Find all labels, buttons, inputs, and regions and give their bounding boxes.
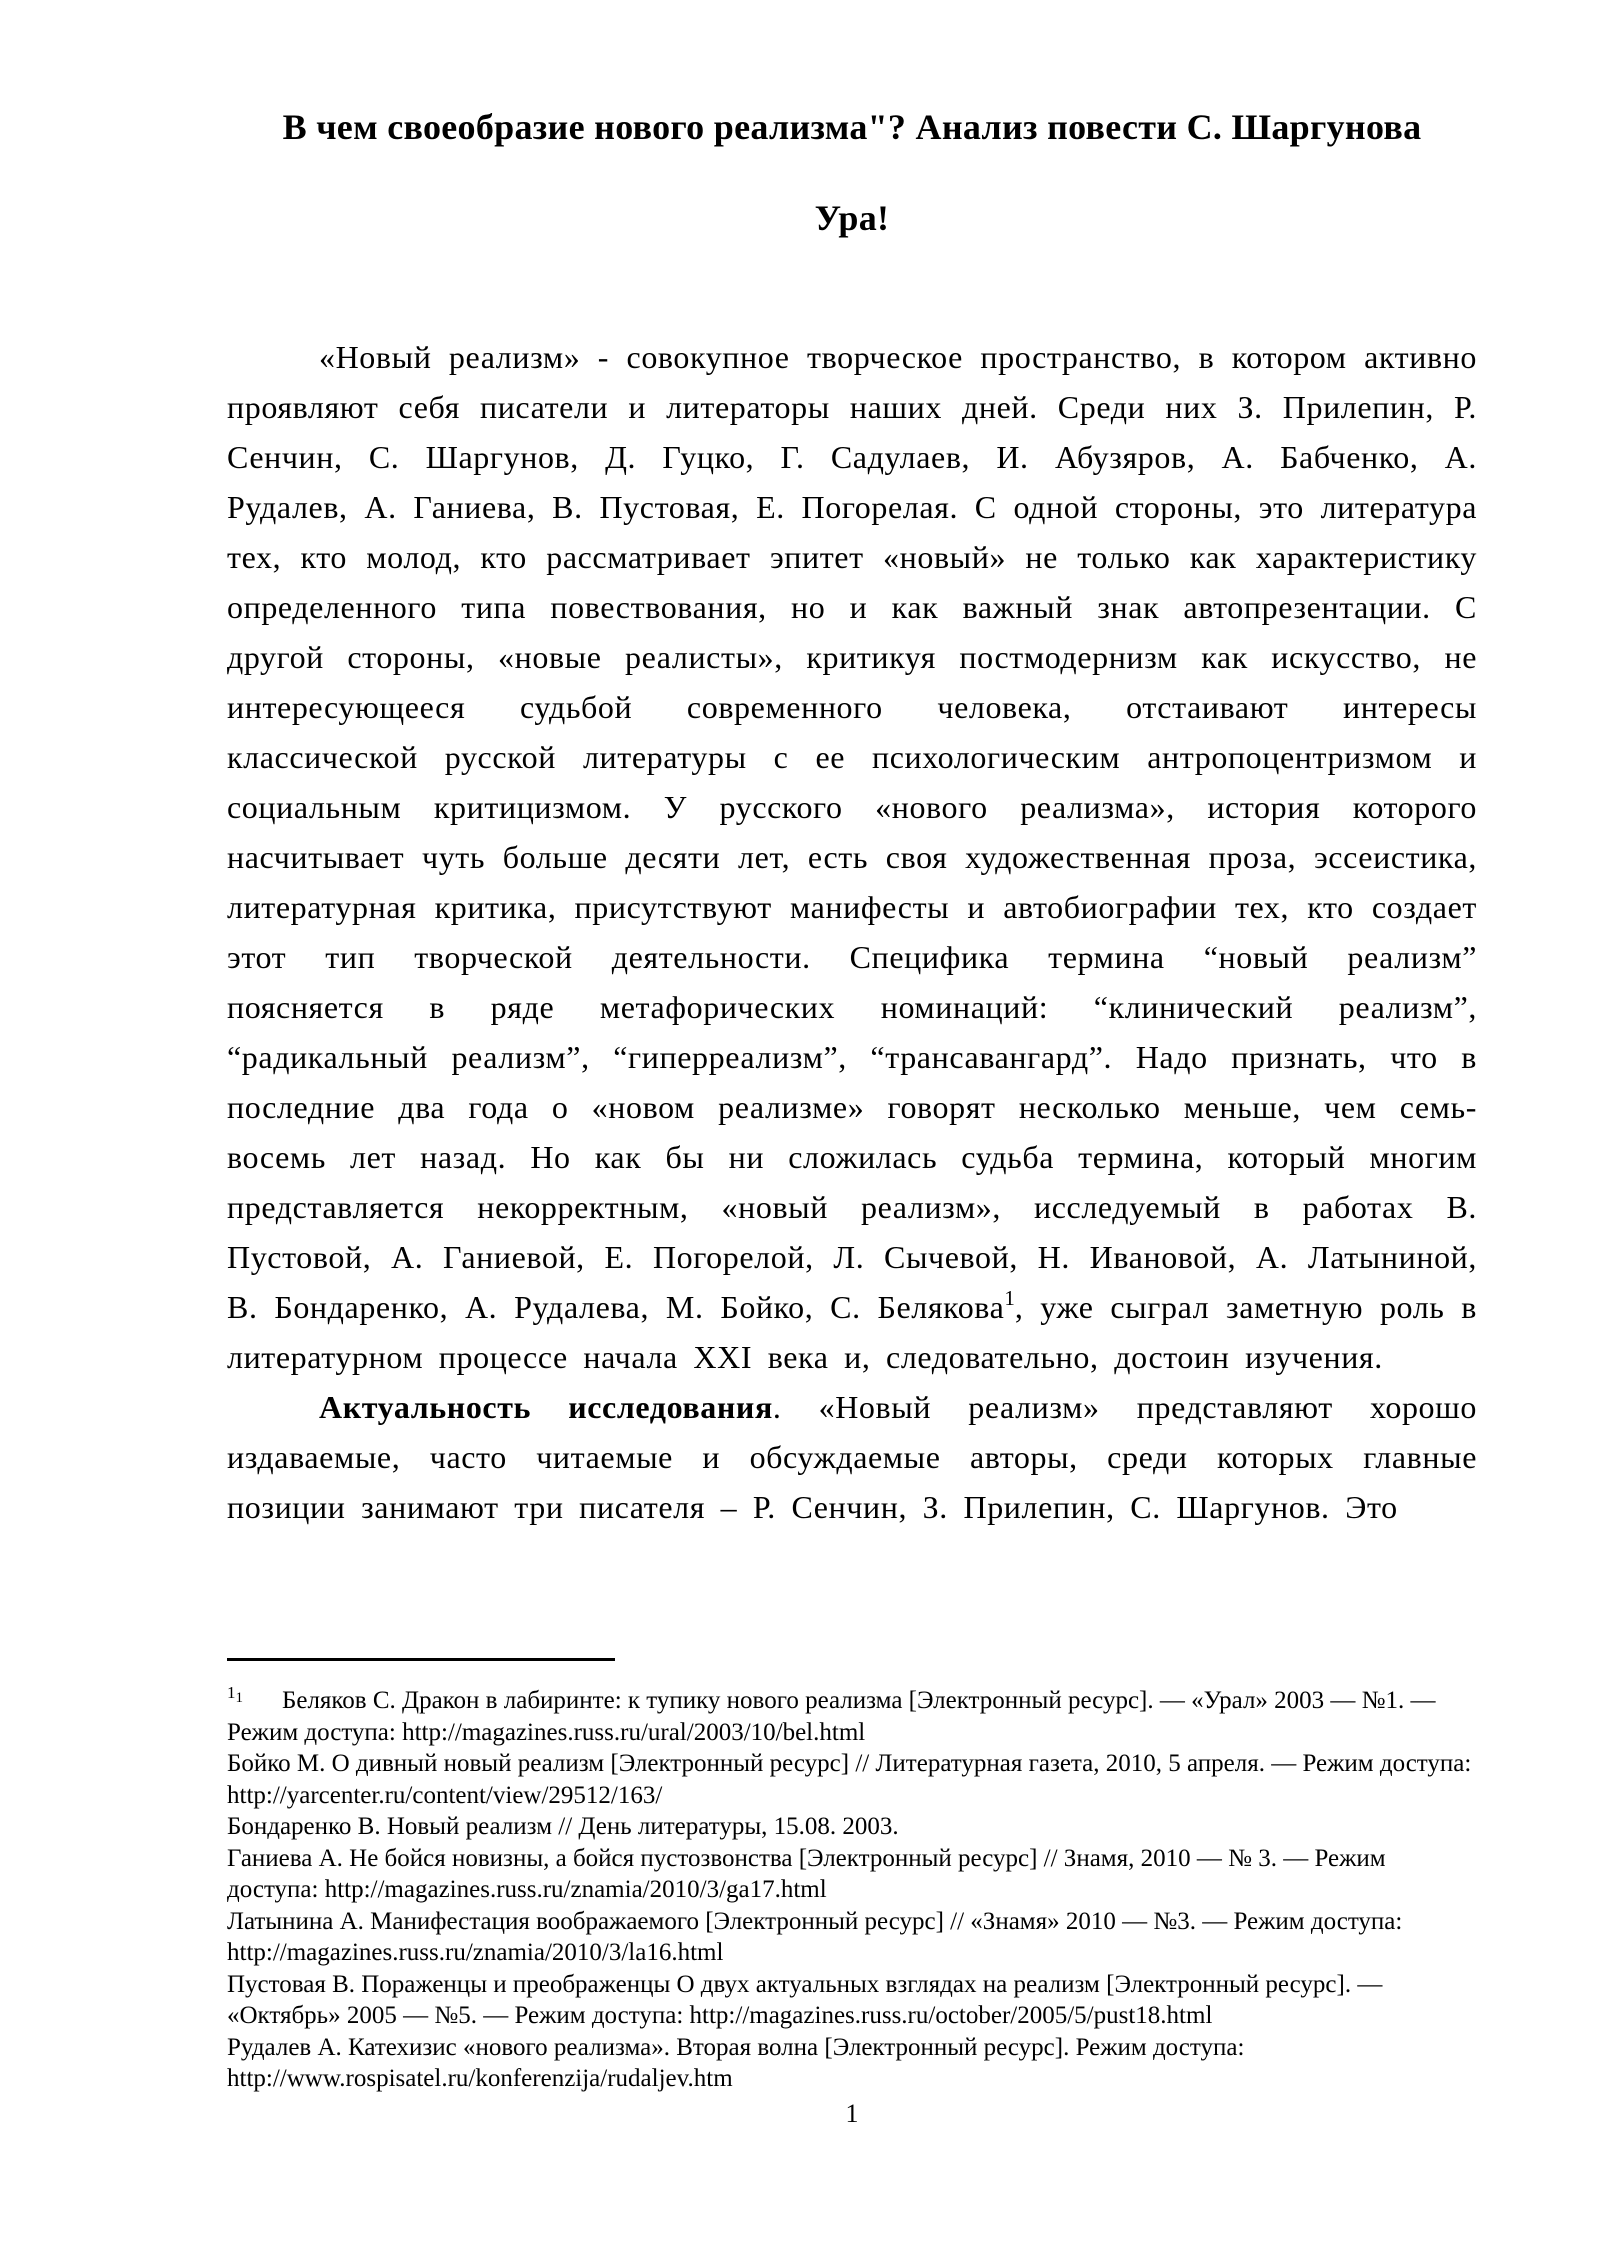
document-content: [227, 0, 1477, 1532]
paragraph-relevance-text: . «Новый реализм» представляют хорошо издаваемые, часто читаемые и обсуждаемые авторы, среди которых главные позиции занимают три писателя – Р. Сенчин, З. Прилепин, С. Шаргунов. Это: [227, 1389, 1477, 1525]
footnote-text: Латынина А. Манифестация воображаемого [Электронный ресурс] // «Знамя» 2010 — №3. — Режим доступа: http://magazines.russ.ru/znamia/2010/3/la16.html: [227, 1907, 1403, 1966]
title-line-1: В чем своеобразие нового реализма"? Анализ повести С. Шаргунова: [282, 107, 1422, 147]
footnote-marker-sup: 1: [227, 1683, 236, 1702]
footnote-entry-ganieva: [227, 1843, 1477, 1906]
footnote-entry-pustovaya: [227, 1969, 1477, 2032]
footnote-entry-belyakov: [227, 1677, 1477, 1748]
footnote-text: Пустовая В. Пораженцы и преображенцы О двух актуальных взглядах на реализм [Электронный ресурс]. — «Октябрь» 2005 — №5. — Режим доступа: http://magazines.russ.ru/october/2005/5/pust18.html: [227, 1970, 1383, 2029]
document-title: [227, 82, 1477, 264]
paragraph-lead-bold: Актуальность исследования: [319, 1389, 773, 1425]
footnote-separator-line: [227, 1658, 615, 1661]
footnote-entry-latynina: [227, 1906, 1477, 1969]
footnote-number-marker: [227, 1677, 282, 1717]
paragraph-relevance: [227, 1382, 1477, 1532]
paragraph-text-before-footnote-ref: «Новый реализм» - совокупное творческое пространство, в котором активно проявляют себя писатели и литераторы наших дней. Среди них З. Прилепин, Р. Сенчин, С. Шаргунов, Д. Гуцко, Г. Садулаев, И. Абузяров, А. Бабченко, А. Рудалев, А. Ганиева, В. Пустовая, Е. Погорелая. С одной стороны, это литература тех, кто молод, кто рассматривает эпитет «новый» не только как характеристику определенного типа повествования, но и как важный знак автопрезентации. С другой стороны, «новые реалисты», критикуя постмодернизм как искусство, не интересующееся судьбой современного человека, отстаивают интересы классической русской литературы с ее психологическим антропоцентризмом и социальным критицизмом. У русского «нового реализма», история которого насчитывает чуть больше десяти лет, есть своя художественная проза, эссеистика, литературная критика, присутствуют манифесты и автобиографии тех, кто создает этот тип творческой деятельности. Специфика термина “новый реализм” поясняется в ряде метафорических номинаций: “клинический реализм”, “радикальный реализм”, “гиперреализм”, “трансавангард”. Надо признать, что в последние два года о «новом реализме» говорят несколько меньше, чем семь-восемь лет назад. Но как бы ни сложилась судьба термина, который многим представляется некорректным, «новый реализм», исследуемый в работах В. Пустовой, А. Ганиевой, Е. Погорелой, Л. Сычевой, Н. Ивановой, А. Латыниной, В. Бондаренко, А. Рудалева, М. Бойко, С. Белякова: [227, 339, 1477, 1325]
paragraph-new-realism: [227, 332, 1477, 1382]
footnote-text: Рудалев А. Катехизис «нового реализма». Вторая волна [Электронный ресурс]. Режим доступа: http://www.rospisatel.ru/konferenzija/rudaljev.htm: [227, 2033, 1245, 2092]
footnote-entry-rudalev: [227, 2032, 1477, 2095]
footnote-section: [227, 1658, 1477, 2095]
page-number: 1: [845, 2099, 859, 2128]
footnote-text: Бойко М. О дивный новый реализм [Электронный ресурс] // Литературная газета, 2010, 5 апреля. — Режим доступа: http://yarcenter.ru/content/view/29512/163/: [227, 1750, 1472, 1809]
footnote-text: Беляков С. Дракон в лабиринте: к тупику нового реализма [Электронный ресурс]. — «Урал» 2003 — №1. — Режим доступа: http://magazines.russ.ru/ural/2003/10/bel.html: [227, 1687, 1436, 1746]
footnote-entry-boyko: [227, 1748, 1477, 1811]
footnotes-list: [227, 1677, 1477, 2095]
footnote-text: Бондаренко В. Новый реализм // День литературы, 15.08. 2003.: [227, 1813, 899, 1840]
footnote-reference-mark: 1: [1004, 1286, 1015, 1310]
paragraph-text-after-footnote-ref: , уже сыграл заметную роль в литературном процессе начала XXI века и, следовательно, достоин изучения.: [227, 1289, 1477, 1375]
footnote-entry-bondarenko: [227, 1811, 1477, 1843]
body-text: [227, 332, 1477, 1532]
footnote-marker-sub: 1: [235, 1690, 243, 1706]
title-line-2: Ура!: [814, 198, 890, 238]
footnote-text: Ганиева А. Не бойся новизны, а бойся пустозвонства [Электронный ресурс] // Знамя, 2010 — № 3. — Режим доступа: http://magazines.russ.ru/znamia/2010/3/ga17.html: [227, 1844, 1386, 1903]
